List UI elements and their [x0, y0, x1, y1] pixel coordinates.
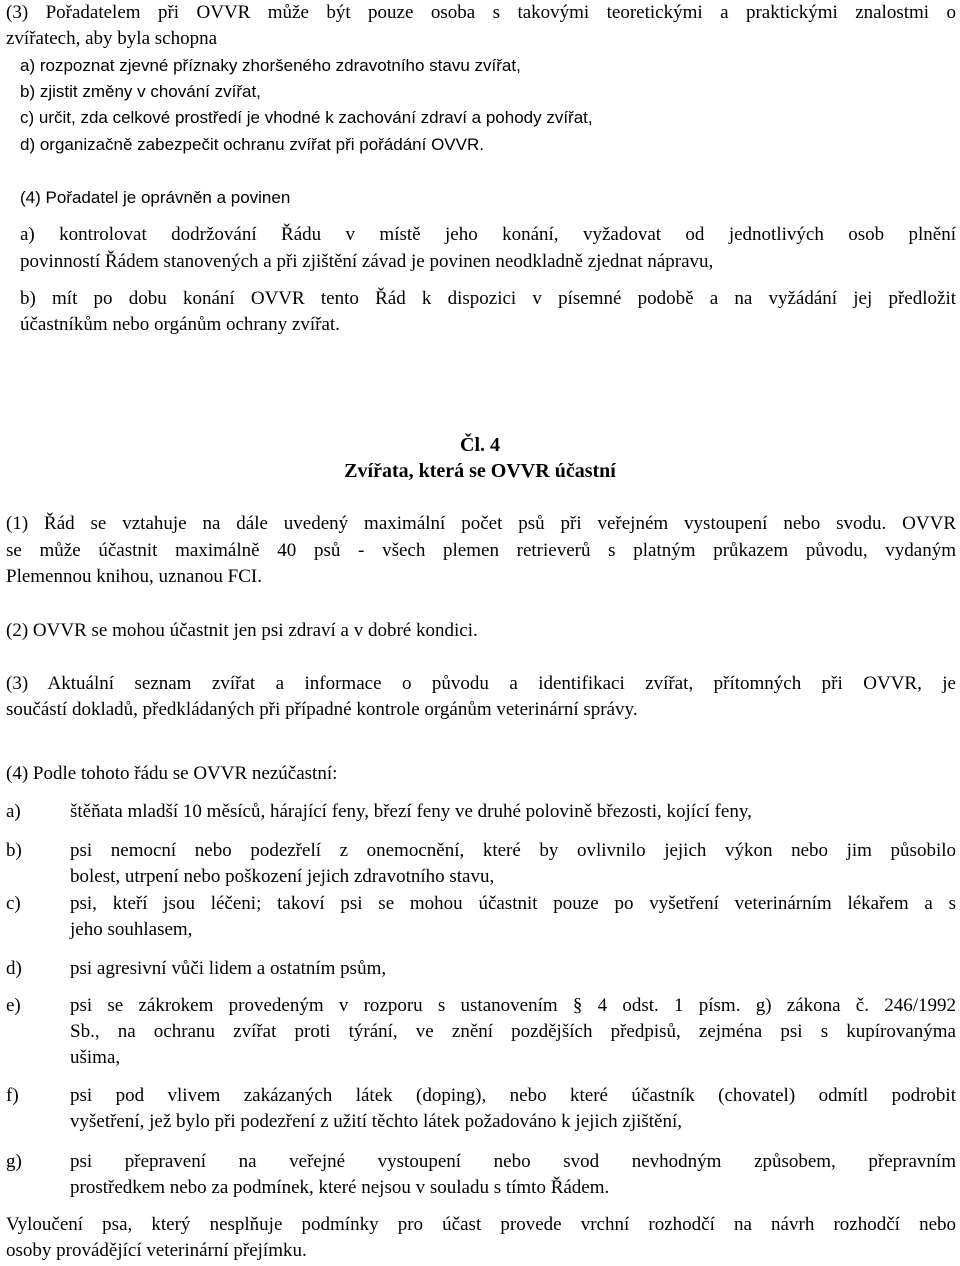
list-item-line: ušima, [70, 1047, 121, 1068]
list-item-line: Sb., na ochranu zvířat proti týrání, ve znění pozdějších předpisů, zejména psi s kupírovanýma [70, 1021, 956, 1042]
list-item-line: štěňata mladší 10 měsíců, hárající feny, březí feny ve druhé polovině březosti, kojící feny, [70, 801, 752, 822]
art3-line1: (3) Pořadatelem při OVVR může být pouze osoba s takovými teoretickými a praktickými znalostmi o [6, 2, 956, 23]
chapter-number: Čl. 4 [460, 434, 500, 456]
list-item-line: prostředkem nebo za podmínek, které nejsou v souladu s tímto Řádem. [70, 1177, 610, 1198]
art3-item-c: c) určit, zda celkové prostředí je vhodné k zachování zdraví a pohody zvířat, [20, 108, 593, 127]
list-item-label: e) [6, 995, 21, 1016]
chapter-title: Zvířata, která se OVVR účastní [344, 460, 616, 482]
list-item-label: a) [6, 801, 21, 822]
par4-heading: (4) Podle tohoto řádu se OVVR nezúčastní: [6, 763, 338, 784]
par3-line2: součástí dokladů, předkládaných při případné kontrole orgánům veterinární správy. [6, 699, 638, 720]
art3-item-a: a) rozpoznat zjevné příznaky zhoršeného zdravotního stavu zvířat, [20, 56, 521, 75]
par1-line1: (1) Řád se vztahuje na dále uvedený maximální počet psů při veřejném vystoupení nebo svodu. OVVR [6, 513, 956, 534]
art3-item-b: b) zjistit změny v chování zvířat, [20, 82, 261, 101]
list-item-line: psi, kteří jsou léčeni; takoví psi se mohou účastnit pouze po vyšetření veterinárním lékařem a s [70, 893, 956, 914]
art4-item-b-line1: b) mít po dobu konání OVVR tento Řád k dispozici v písemné podobě a na vyžádání jej předložit [20, 288, 956, 309]
list-item-line: psi pod vlivem zakázaných látek (doping), nebo které účastník (chovatel) odmítl podrobit [70, 1085, 956, 1106]
list-item-label: b) [6, 840, 22, 861]
list-item-line: bolest, utrpení nebo poškození jejich zdravotního stavu, [70, 866, 495, 887]
art4-item-a-line2: povinností Řádem stanovených a při zjištění závad je povinen neodkladně zjednat nápravu, [20, 251, 714, 272]
art4-item-b-line2: účastníkům nebo orgánům ochrany zvířat. [20, 314, 340, 335]
list-item-line: psi se zákrokem provedeným v rozporu s ustanovením § 4 odst. 1 písm. g) zákona č. 246/1992 [70, 995, 956, 1016]
list-item-line: psi agresivní vůči lidem a ostatním psům, [70, 958, 387, 979]
list-item-line: jeho souhlasem, [70, 919, 193, 940]
art3-line2: zvířatech, aby byla schopna [6, 28, 218, 49]
list-item-label: g) [6, 1151, 22, 1172]
par3-line1: (3) Aktuální seznam zvířat a informace o původu a identifikaci zvířat, přítomných při OVVR, je [6, 673, 956, 694]
par1-line3: Plemennou knihou, uznanou FCI. [6, 566, 262, 587]
list-item-label: d) [6, 958, 22, 979]
closing-line2: osoby provádějící veterinární přejímku. [6, 1240, 307, 1261]
art4-item-a-line1: a) kontrolovat dodržování Řádu v místě jeho konání, vyžadovat od jednotlivých osob plnění [20, 224, 956, 245]
list-item-line: psi přepravení na veřejné vystoupení nebo svod nevhodným způsobem, přepravním [70, 1151, 956, 1172]
list-item-label: c) [6, 893, 21, 914]
art3-item-d: d) organizačně zabezpečit ochranu zvířat při pořádání OVVR. [20, 135, 484, 154]
par2: (2) OVVR se mohou účastnit jen psi zdraví a v dobré kondici. [6, 620, 478, 641]
list-item-line: vyšetření, jež bylo při podezření z užití těchto látek požadováno k jejich zjištění, [70, 1111, 683, 1132]
list-item-line: psi nemocní nebo podezřelí z onemocnění, které by ovlivnilo jejich výkon nebo jim působilo [70, 840, 956, 861]
par1-line2: se může účastnit maximálně 40 psů - všech plemen retrieverů s platným průkazem původu, vydaným [6, 540, 956, 561]
art4-heading: (4) Pořadatel je oprávněn a povinen [20, 188, 291, 207]
list-item-label: f) [6, 1085, 19, 1106]
closing-line1: Vyloučení psa, který nesplňuje podmínky pro účast provede vrchní rozhodčí na návrh rozhodčí nebo [6, 1214, 956, 1235]
